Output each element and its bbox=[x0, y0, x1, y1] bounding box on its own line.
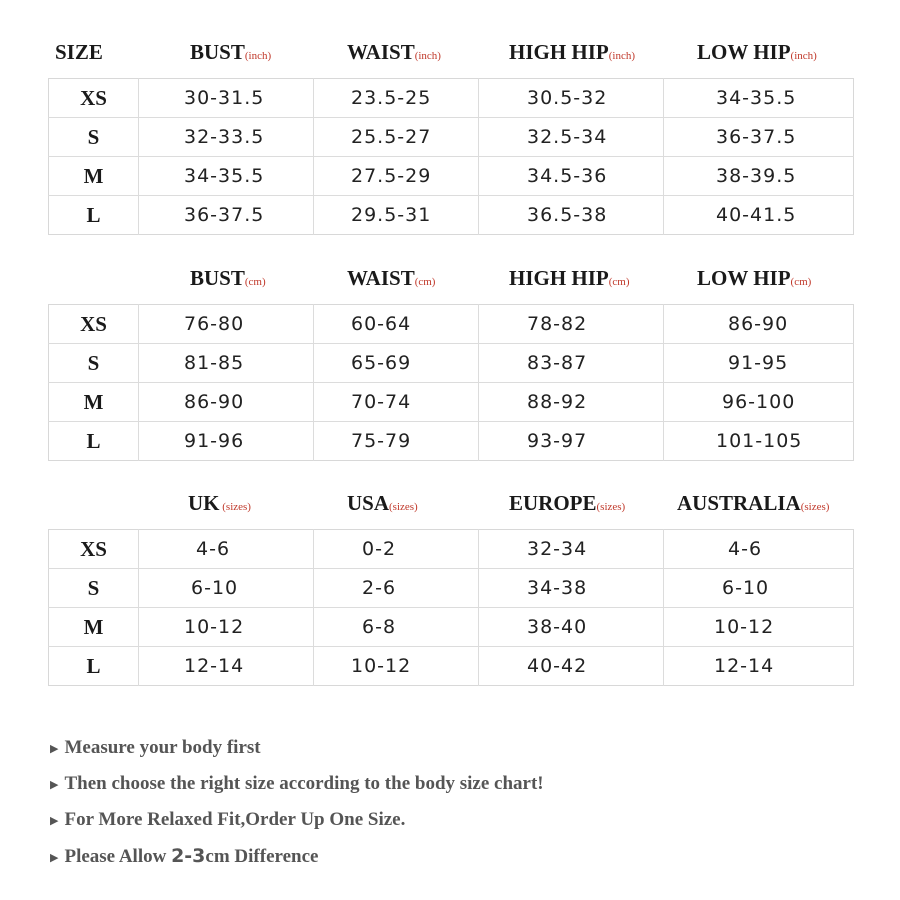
size-table-inch bbox=[48, 78, 854, 235]
value-cell: 10-12 bbox=[139, 608, 314, 647]
unit-label: (sizes) bbox=[596, 501, 626, 513]
column-header-high-hip-inch: HIGH HIP(inch) bbox=[509, 40, 636, 64]
column-header-low-hip-cm: LOW HIP(cm) bbox=[697, 266, 812, 290]
value-cell: 40-42 bbox=[479, 647, 664, 686]
unit-label: (inch) bbox=[608, 50, 636, 62]
column-header-australia: AUSTRALIA(sizes) bbox=[677, 491, 830, 515]
value-cell: 2-6 bbox=[314, 569, 479, 608]
size-cell: L bbox=[49, 196, 139, 235]
value-cell: 76-80 bbox=[139, 305, 314, 344]
value-cell: 29.5-31 bbox=[314, 196, 479, 235]
size-cell: XS bbox=[49, 79, 139, 118]
value-cell: 81-85 bbox=[139, 344, 314, 383]
table-row bbox=[49, 569, 854, 608]
size-cell: M bbox=[49, 383, 139, 422]
value-cell: 91-96 bbox=[139, 422, 314, 461]
note-text: Please Allow bbox=[64, 846, 172, 867]
table-row bbox=[49, 608, 854, 647]
value-cell: 27.5-29 bbox=[314, 157, 479, 196]
value-cell: 83-87 bbox=[479, 344, 664, 383]
size-cell: XS bbox=[49, 530, 139, 569]
value-cell: 34.5-36 bbox=[479, 157, 664, 196]
value-cell: 78-82 bbox=[479, 305, 664, 344]
note-text: Measure your body first bbox=[64, 737, 261, 758]
value-cell: 70-74 bbox=[314, 383, 479, 422]
size-cell: S bbox=[49, 569, 139, 608]
column-header-low-hip-inch: LOW HIP(inch) bbox=[697, 40, 817, 64]
unit-label: (inch) bbox=[244, 50, 272, 62]
unit-label: (inch) bbox=[414, 50, 441, 62]
value-cell: 34-35.5 bbox=[139, 157, 314, 196]
value-cell: 34-35.5 bbox=[716, 87, 797, 109]
value-cell: 75-79 bbox=[314, 422, 479, 461]
column-header-bust-inch: BUST(inch) bbox=[190, 40, 272, 64]
unit-label: (cm) bbox=[790, 276, 812, 288]
note-text: For More Relaxed Fit,Order Up One Size. bbox=[64, 809, 406, 830]
note-text: Then choose the right size according to the body size chart! bbox=[64, 773, 544, 794]
value-cell: 4-6 bbox=[728, 538, 763, 560]
value-cell: 34-38 bbox=[479, 569, 664, 608]
size-cell: M bbox=[49, 157, 139, 196]
size-cell: M bbox=[49, 608, 139, 647]
size-table-international bbox=[48, 529, 854, 686]
table-row bbox=[49, 647, 854, 686]
value-cell: 93-97 bbox=[479, 422, 664, 461]
value-cell: 4-6 bbox=[139, 530, 314, 569]
note-text: cm Difference bbox=[205, 846, 319, 867]
triangle-right-icon: ▶ bbox=[50, 814, 59, 827]
table-row bbox=[49, 118, 854, 157]
column-header-waist-cm: WAIST(cm) bbox=[347, 266, 436, 290]
column-header-usa: USA(sizes) bbox=[347, 491, 418, 515]
size-cell: S bbox=[49, 344, 139, 383]
value-cell: 0-2 bbox=[314, 530, 479, 569]
unit-label: (sizes) bbox=[219, 501, 251, 513]
note-emphasis: 2-3 bbox=[171, 845, 206, 867]
column-header-high-hip-cm: HIGH HIP(cm) bbox=[509, 266, 630, 290]
value-cell: 40-41.5 bbox=[664, 196, 854, 235]
value-cell: 23.5-25 bbox=[314, 79, 479, 118]
unit-label: (sizes) bbox=[800, 501, 830, 513]
value-cell: 6-10 bbox=[139, 569, 314, 608]
list-item bbox=[50, 734, 544, 770]
column-header-europe: EUROPE(sizes) bbox=[509, 491, 626, 515]
value-cell: 36-37.5 bbox=[139, 196, 314, 235]
value-cell: 32-34 bbox=[479, 530, 664, 569]
value-cell: 91-95 bbox=[664, 344, 854, 383]
value-cell: 96-100 bbox=[664, 383, 854, 422]
size-cell: L bbox=[49, 422, 139, 461]
size-cell: XS bbox=[49, 305, 139, 344]
triangle-right-icon: ▶ bbox=[50, 851, 59, 864]
table-row bbox=[49, 422, 854, 461]
value-cell: 65-69 bbox=[314, 344, 479, 383]
table-row bbox=[49, 157, 854, 196]
triangle-right-icon: ▶ bbox=[50, 742, 59, 755]
size-table-cm bbox=[48, 304, 854, 461]
value-cell: 12-14 bbox=[664, 647, 854, 686]
size-cell: L bbox=[49, 647, 139, 686]
table-row bbox=[49, 344, 854, 383]
table-row bbox=[49, 305, 854, 344]
size-column-header: SIZE bbox=[55, 40, 103, 64]
value-cell: 86-90 bbox=[139, 383, 314, 422]
unit-label: (sizes) bbox=[389, 501, 418, 513]
value-cell: 36.5-38 bbox=[479, 196, 664, 235]
column-header-bust-cm: BUST(cm) bbox=[190, 266, 266, 290]
column-header-uk: UK (sizes) bbox=[188, 491, 251, 515]
column-header-waist-inch: WAIST(inch) bbox=[347, 40, 441, 64]
value-cell: 12-14 bbox=[139, 647, 314, 686]
list-item bbox=[50, 842, 544, 878]
value-cell: 10-12 bbox=[664, 608, 854, 647]
size-notes bbox=[50, 734, 544, 878]
unit-label: (inch) bbox=[790, 50, 817, 62]
value-cell: 30.5-32 bbox=[479, 79, 664, 118]
value-cell: 88-92 bbox=[479, 383, 664, 422]
unit-label: (cm) bbox=[608, 276, 630, 288]
size-cell: S bbox=[49, 118, 139, 157]
value-cell: 101-105 bbox=[664, 422, 854, 461]
value-cell: 32-33.5 bbox=[139, 118, 314, 157]
value-cell: 60-64 bbox=[314, 305, 479, 344]
value-cell: 6-10 bbox=[664, 569, 854, 608]
value-cell: 38-39.5 bbox=[664, 157, 854, 196]
table-row bbox=[49, 530, 854, 569]
unit-label: (cm) bbox=[244, 276, 266, 288]
table-row bbox=[49, 196, 854, 235]
value-cell: 32.5-34 bbox=[479, 118, 664, 157]
list-item bbox=[50, 770, 544, 806]
table-row bbox=[49, 79, 854, 118]
triangle-right-icon: ▶ bbox=[50, 778, 59, 791]
value-cell: 25.5-27 bbox=[314, 118, 479, 157]
list-item bbox=[50, 806, 544, 842]
value-cell: 30-31.5 bbox=[139, 79, 314, 118]
value-cell: 38-40 bbox=[479, 608, 664, 647]
value-cell: 36-37.5 bbox=[664, 118, 854, 157]
value-cell: 10-12 bbox=[314, 647, 479, 686]
unit-label: (cm) bbox=[414, 276, 436, 288]
value-cell: 86-90 bbox=[728, 313, 789, 335]
table-row bbox=[49, 383, 854, 422]
value-cell: 6-8 bbox=[314, 608, 479, 647]
